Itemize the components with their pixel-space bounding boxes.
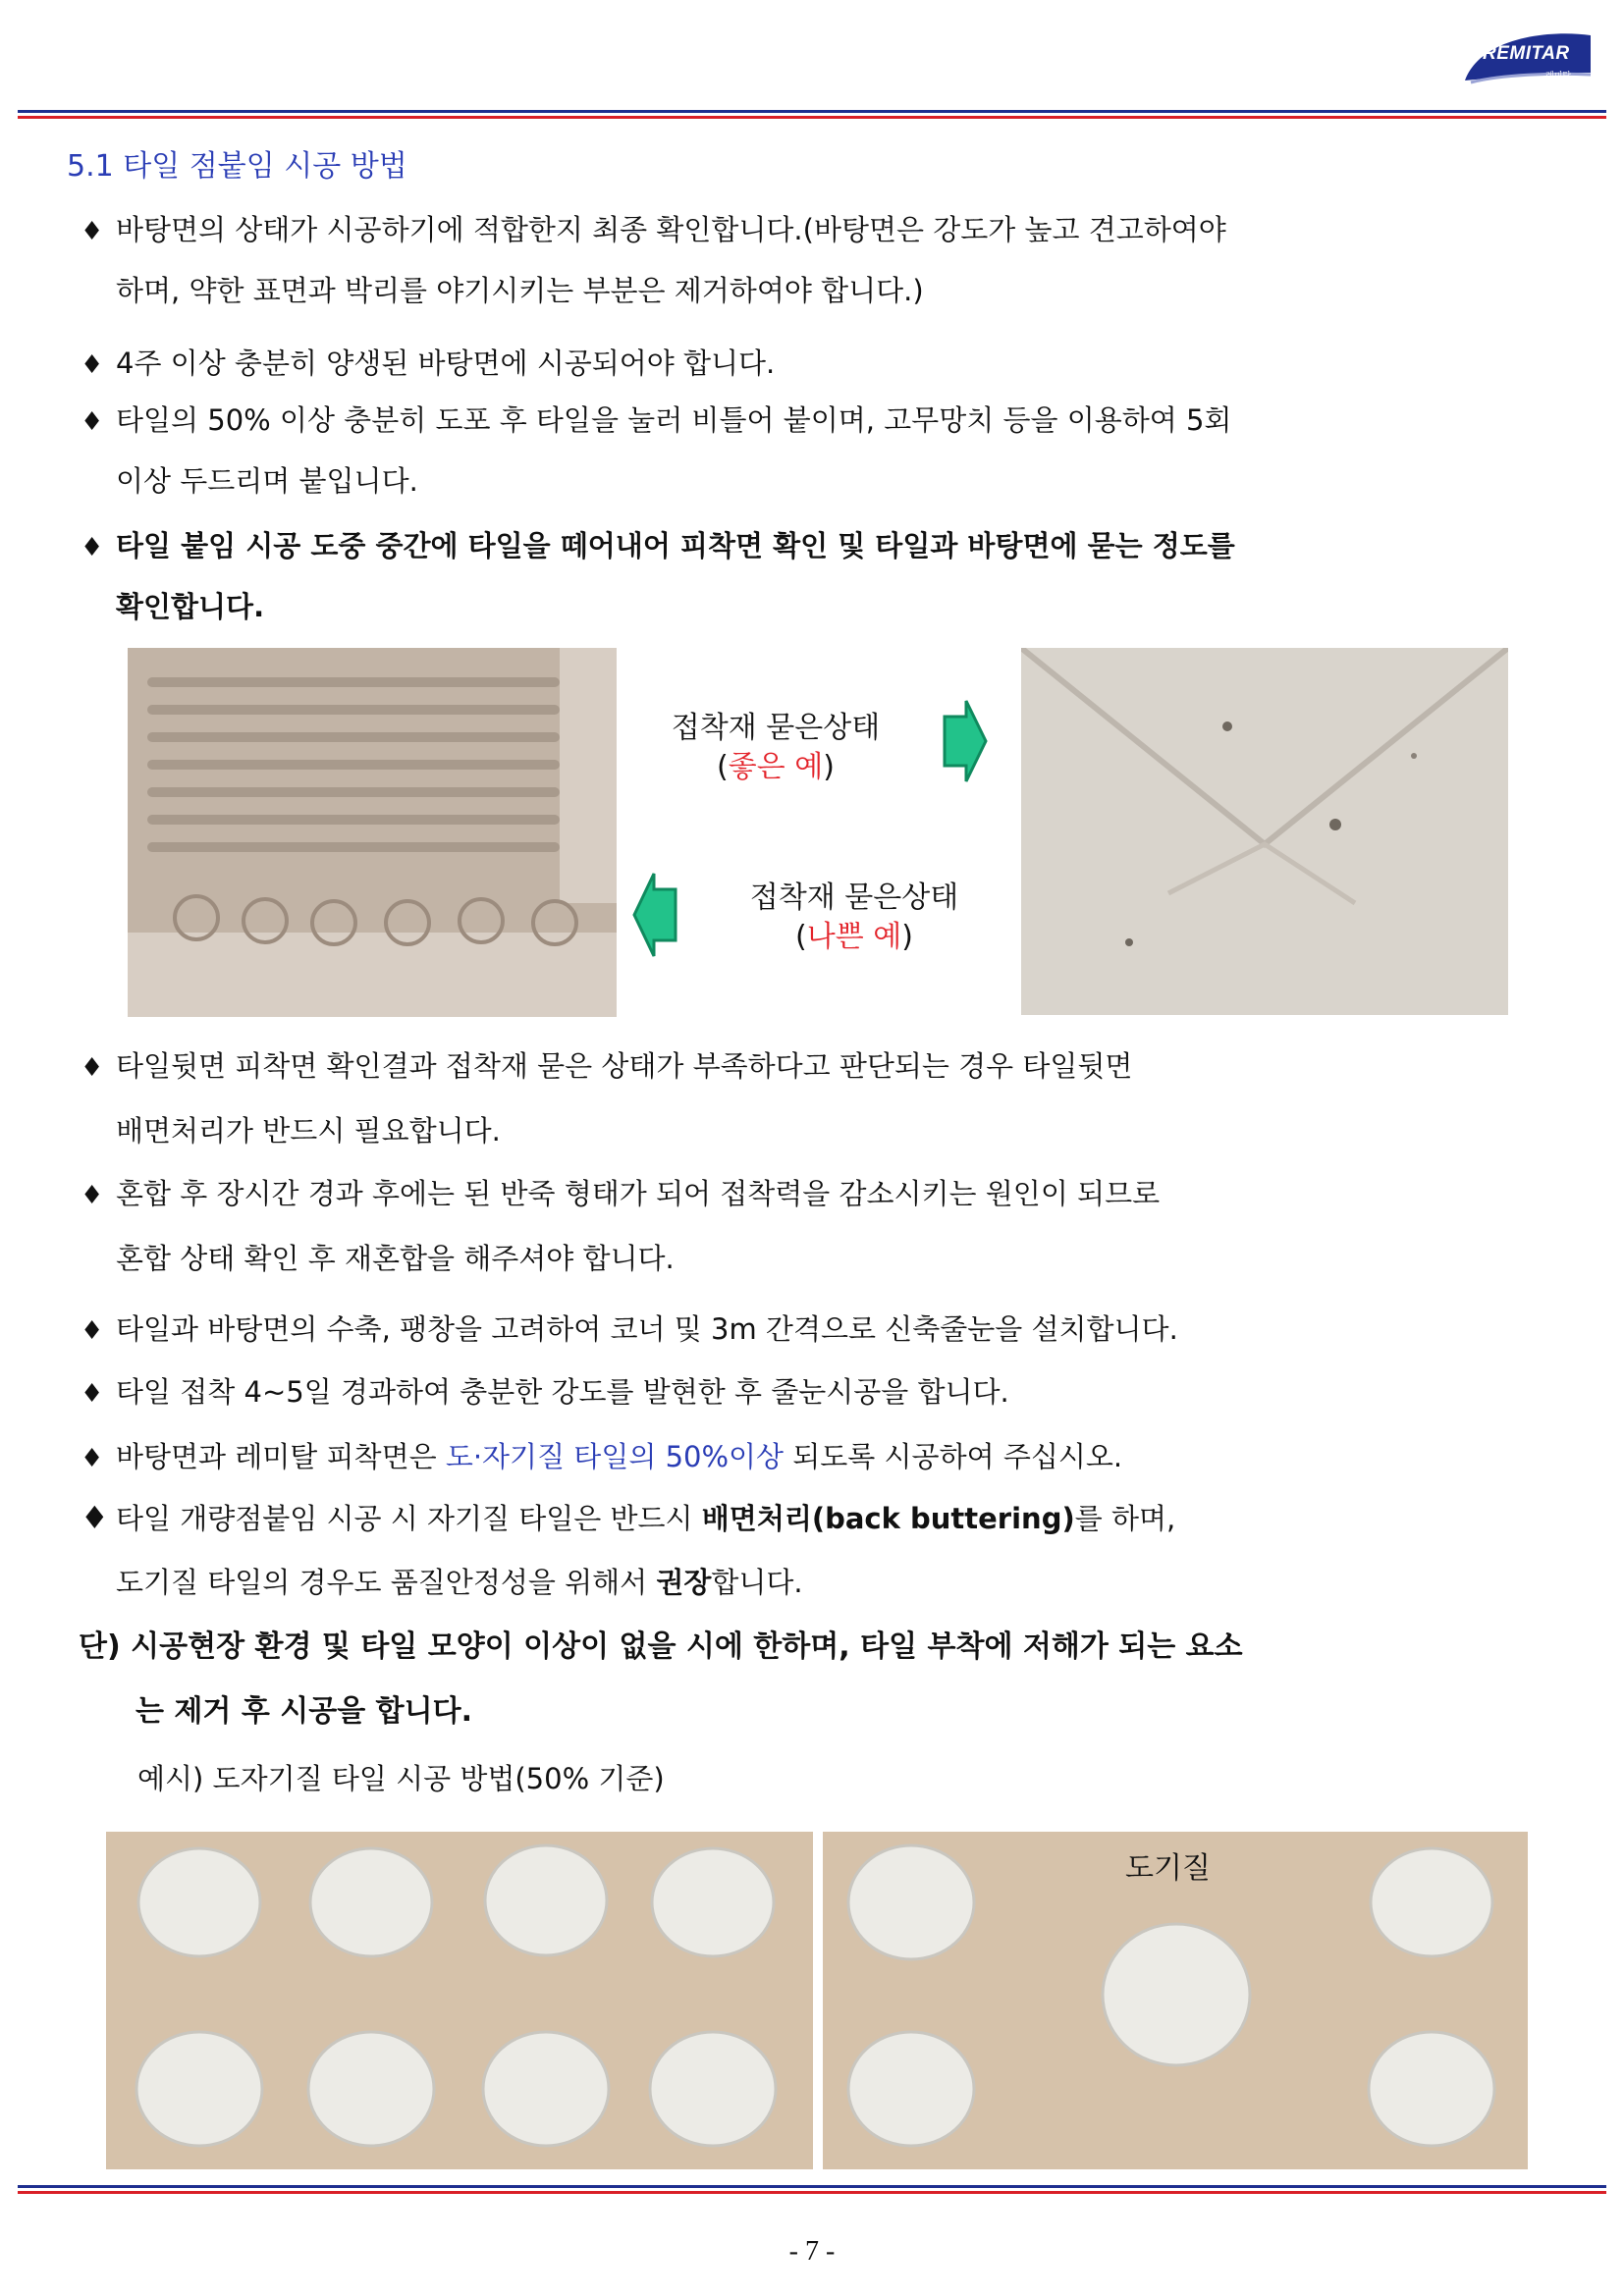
diamond-bullet-icon: ♦ (81, 1316, 104, 1346)
header-rule-red (18, 116, 1606, 119)
diamond-bullet-icon: ♦ (81, 407, 104, 437)
header-rule-blue (18, 110, 1606, 113)
photo-tile-back-bad (128, 648, 617, 1017)
label-bad-tag: (나쁜 예) (795, 920, 913, 954)
diamond-bullet-icon: ♦ (81, 533, 104, 562)
bullet-remix-cont: 혼합 상태 확인 후 재혼합을 해주셔야 합니다. (116, 1242, 675, 1275)
label-good-tag: (좋은 예) (717, 750, 835, 784)
diamond-bullet-icon: ♦ (81, 1181, 104, 1210)
bullet-check-contact: ♦ 타일 붙임 시공 도중 중간에 타일을 떼어내어 피착면 확인 및 타일과 바탕면에 묻는 정도를 (81, 526, 1543, 567)
section-title: 5.1 타일 점붙임 시공 방법 (67, 149, 407, 184)
arrow-right-icon (941, 697, 990, 785)
bullet-check-contact-cont: 확인합니다. (116, 590, 265, 623)
footer-rule-red (18, 2191, 1606, 2194)
bullet-curing: ♦ 4주 이상 충분히 양생된 바탕면에 시공되어야 합니다. (81, 344, 1543, 385)
note-line1: 단) 시공현장 환경 및 타일 모양이 이상이 없을 시에 한하며, 타일 부착에 저해가 되는 요소 (79, 1629, 1243, 1664)
arrow-left-icon (630, 870, 679, 960)
diamond-bullet-icon: ♦ (81, 1444, 104, 1473)
diamond-bullet-icon: ♦ (81, 217, 104, 246)
bullet-apply-press-cont: 이상 두드리며 붙입니다. (116, 464, 418, 498)
bullet-back-buttering-needed: ♦ 타일뒷면 피착면 확인결과 접착재 묻은 상태가 부족하다고 판단되는 경우 타일뒷면 (81, 1046, 1543, 1088)
company-logo (1461, 24, 1595, 92)
diamond-bullet-icon: ♦ (81, 1379, 104, 1409)
label-good-state: 접착재 묻은상태 (671, 711, 881, 745)
footer-rule-blue (18, 2185, 1606, 2188)
bullet-back-buttering: ♦ 타일 개량점붙임 시공 시 자기질 타일은 반드시 배면처리(back buttering)를 하며, (81, 1499, 1176, 1536)
bullet-base-check-cont: 하며, 약한 표면과 박리를 야기시키는 부분은 제거하여야 합니다.) (116, 274, 924, 307)
bullet-expansion-joint: ♦ 타일과 바탕면의 수축, 팽창을 고려하여 코너 및 3m 간격으로 신축줄눈을 설치합니다. (81, 1309, 1543, 1351)
logo-wordmark: REMITAR (1483, 43, 1570, 64)
bullet-coverage: ♦ 바탕면과 레미탈 피착면은 도·자기질 타일의 50%이상 되도록 시공하여 주십시오. (81, 1437, 1543, 1478)
note-line2: 는 제거 후 시공을 합니다. (135, 1694, 472, 1729)
caption-ceramic: 도기질 (1125, 1851, 1211, 1886)
photo-dab-pattern-porcelain (106, 1832, 813, 2169)
bullet-back-buttering-cont: 도기질 타일의 경우도 품질안정성을 위해서 권장합니다. (116, 1566, 803, 1599)
photo-tile-back-good (1021, 648, 1508, 1015)
bullet-remix: ♦ 혼합 후 장시간 경과 후에는 된 반죽 형태가 되어 접착력을 감소시키는 원인이 되므로 (81, 1174, 1543, 1215)
page-number: - 7 - (788, 2236, 836, 2267)
diamond-bullet-icon: ♦ (81, 1053, 104, 1083)
diamond-bullet-icon: ♦ (81, 1499, 109, 1536)
logo-subtitle: 레미탈 (1545, 72, 1572, 81)
bullet-apply-press: ♦ 타일의 50% 이상 충분히 도포 후 타일을 눌러 비틀어 붙이며, 고무망치 등을 이용하여 5회 (81, 400, 1543, 442)
bullet-back-buttering-needed-cont: 배면처리가 반드시 필요합니다. (116, 1114, 501, 1148)
note-example: 예시) 도자기질 타일 시공 방법(50% 기준) (137, 1762, 665, 1795)
label-bad-state: 접착재 묻은상태 (749, 881, 959, 915)
diamond-bullet-icon: ♦ (81, 350, 104, 380)
photo-dab-pattern-ceramic (823, 1832, 1528, 2169)
bullet-grouting: ♦ 타일 접착 4~5일 경과하여 충분한 강도를 발현한 후 줄눈시공을 합니다. (81, 1372, 1543, 1414)
bullet-base-check: ♦ 바탕면의 상태가 시공하기에 적합한지 최종 확인합니다.(바탕면은 강도가 높고 견고하여야 (81, 210, 1543, 251)
